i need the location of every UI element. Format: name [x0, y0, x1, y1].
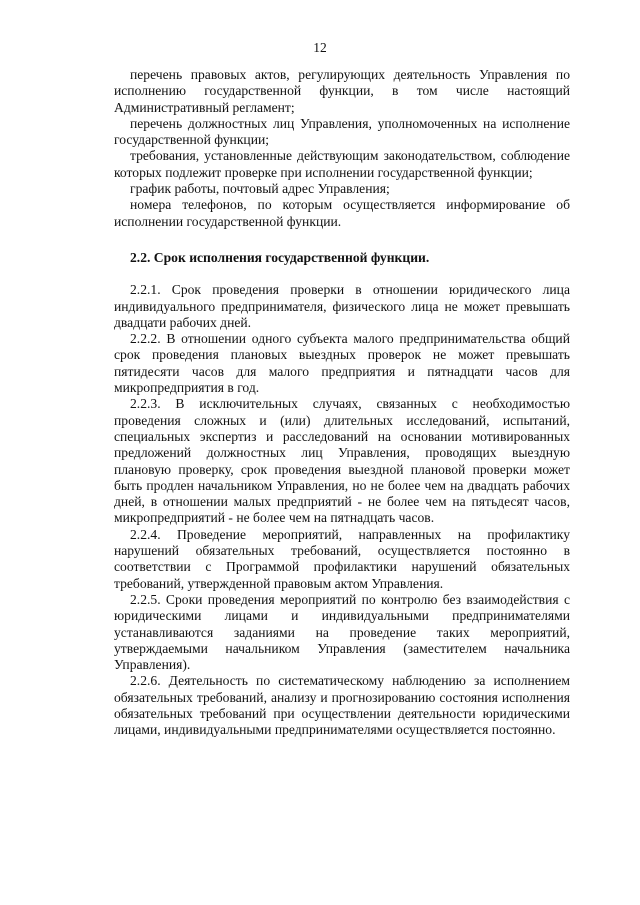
section-paragraph-2-2-4: 2.2.4. Проведение мероприятий, направленных на профилактику нарушений обязательных требований, осуществляется постоянно в соответствии с Программой профилактики нарушений обязательных требований, утвержденной правовым актом Управления.: [114, 526, 570, 591]
document-body: [114, 67, 570, 739]
section-heading: 2.2. Срок исполнения государственной функции.: [130, 249, 430, 265]
list-paragraph-requirements: требования, установленные действующим законодательством, соблюдение которых подлежит проверке при исполнении государственной функции;: [114, 148, 570, 180]
section-paragraph-2-2-6: 2.2.6. Деятельность по систематическому наблюдению за исполнением обязательных требований, анализу и прогнозированию состояния исполнения обязательных требований при осуществлении деятельности юридическими лицами, индивидуальными предпринимателями осуществляется постоянно.: [114, 673, 570, 738]
section-paragraph-2-2-2: 2.2.2. В отношении одного субъекта малого предпринимательства общий срок проведения плановых выездных проверок не может превышать пятидесяти часов для малого предприятия и пятнадцати часов для микропредприятия в год.: [114, 331, 570, 396]
list-paragraph-legal-acts: перечень правовых актов, регулирующих деятельность Управления по исполнению государственной функции, в том числе настоящий Административный регламент;: [114, 67, 570, 115]
list-paragraph-officials: перечень должностных лиц Управления, уполномоченных на исполнение государственной функции;: [114, 115, 570, 148]
list-paragraph-schedule: график работы, почтовый адрес Управления;: [130, 181, 390, 197]
page-number: 12: [313, 40, 327, 55]
list-paragraph-phones: номера телефонов, по которым осуществляется информирование об исполнении государственной функции.: [114, 197, 570, 229]
section-paragraph-2-2-1: 2.2.1. Срок проведения проверки в отношении юридического лица индивидуального предпринимателя, физического лица не может превышать двадцати рабочих дней.: [114, 282, 570, 330]
section-paragraph-2-2-3: 2.2.3. В исключительных случаях, связанных с необходимостью проведения сложных и (или) длительных исследований, испытаний, специальных экспертиз и расследований на основании мотивированных предложений должностных лиц Управления, проводящих выездную плановую проверку, срок проведения выездной плановой проверки может быть продлен начальником Управления, но не более чем на двадцать рабочих дней, в отношении малых предприятий - не более чем на пятьдесят часов, микропредприятий - не более чем на пятнадцать часов.: [114, 396, 570, 526]
section-paragraph-2-2-5: 2.2.5. Сроки проведения мероприятий по контролю без взаимодействия с юридическими лицами и индивидуальными предпринимателями устанавливаются заданиями на проведение таких мероприятий, утверждаемыми начальником Управления (заместителем начальника Управления).: [114, 591, 570, 673]
